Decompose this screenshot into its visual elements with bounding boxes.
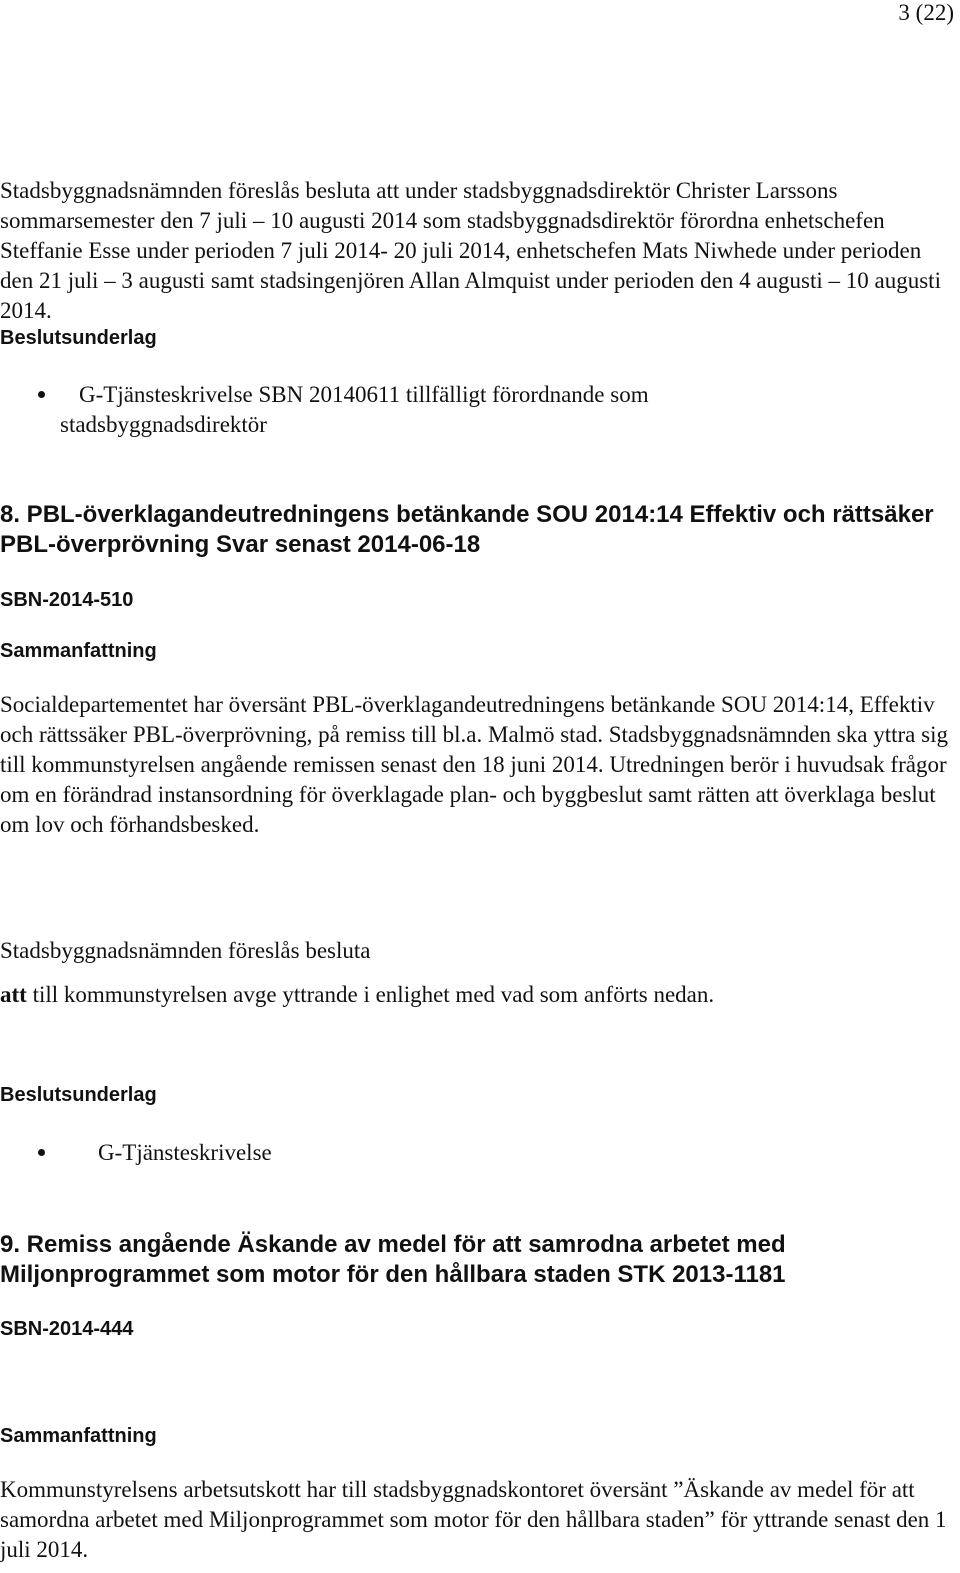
page-number: 3 (22) bbox=[898, 0, 954, 25]
item9-summary-label: Sammanfattning bbox=[0, 1425, 157, 1447]
item8-basis-item-text: G-Tjänsteskrivelse bbox=[98, 1140, 272, 1165]
intro-basis-label: Beslutsunderlag bbox=[0, 327, 157, 349]
att-word: att bbox=[0, 982, 27, 1007]
bullet-icon bbox=[38, 391, 45, 398]
intro-basis-item bbox=[0, 380, 760, 440]
item8-att-line bbox=[0, 980, 714, 1010]
item8-summary-text: Socialdepartementet har översänt PBL-överklagandeutredningens betänkande SOU 2014:14, Effektiv och rättssäker PBL-överprövning, på remiss till bl.a. Malmö stad. Stadsbyggnadsnämnden ska yttra sig till kommunstyrelsen angående remissen senast den 18 juni 2014. Utredningen berör i huvudsak frågor om en förändrad instansordning för överklagade plan- och byggbeslut samt rätten att överklaga beslut om lov och förhandsbesked. bbox=[0, 692, 948, 837]
att-text: till kommunstyrelsen avge yttrande i enlighet med vad som anförts nedan. bbox=[26, 982, 715, 1007]
item8-basis-label: Beslutsunderlag bbox=[0, 1084, 157, 1106]
item8-basis-item bbox=[0, 1138, 760, 1168]
item9-case-number: SBN-2014-444 bbox=[0, 1318, 134, 1340]
item8-heading: 8. PBL-överklagandeutredningens betänkande SOU 2014:14 Effektiv och rättsäker PBL-överprövning Svar senast 2014-06-18 bbox=[0, 501, 934, 558]
item9-summary-text: Kommunstyrelsens arbetsutskott har till stadsbyggnadskontoret översänt ”Äskande av medel för att samordna arbetet med Miljonprogrammet som motor för den hållbara staden” för yttrande senast den 1 juli 2014. bbox=[0, 1477, 947, 1562]
item8-summary-label: Sammanfattning bbox=[0, 640, 157, 662]
item9-heading: 9. Remiss angående Äskande av medel för att samrodna arbetet med Miljonprogrammet som motor för den hållbara staden STK 2013-1181 bbox=[0, 1231, 786, 1288]
bullet-icon bbox=[38, 1149, 45, 1156]
item8-proposal-intro: Stadsbyggnadsnämnden föreslås besluta bbox=[0, 938, 371, 963]
intro-proposal-text: Stadsbyggnadsnämnden föreslås besluta att under stadsbyggnadsdirektör Christer Larssons sommarsemester den 7 juli – 10 augusti 2014 som stadsbyggnadsdirektör förordna enhetschefen Steffanie Esse under perioden 7 juli 2014- 20 juli 2014, enhetschefen Mats Niwhede under perioden den 21 juli – 3 augusti samt stadsingenjören Allan Almquist under perioden den 4 augusti – 10 augusti 2014. bbox=[0, 178, 941, 323]
item8-case-number: SBN-2014-510 bbox=[0, 589, 134, 611]
intro-basis-item-text: G-Tjänsteskrivelse SBN 20140611 tillfälligt förordnande som stadsbyggnadsdirektör bbox=[60, 382, 649, 437]
